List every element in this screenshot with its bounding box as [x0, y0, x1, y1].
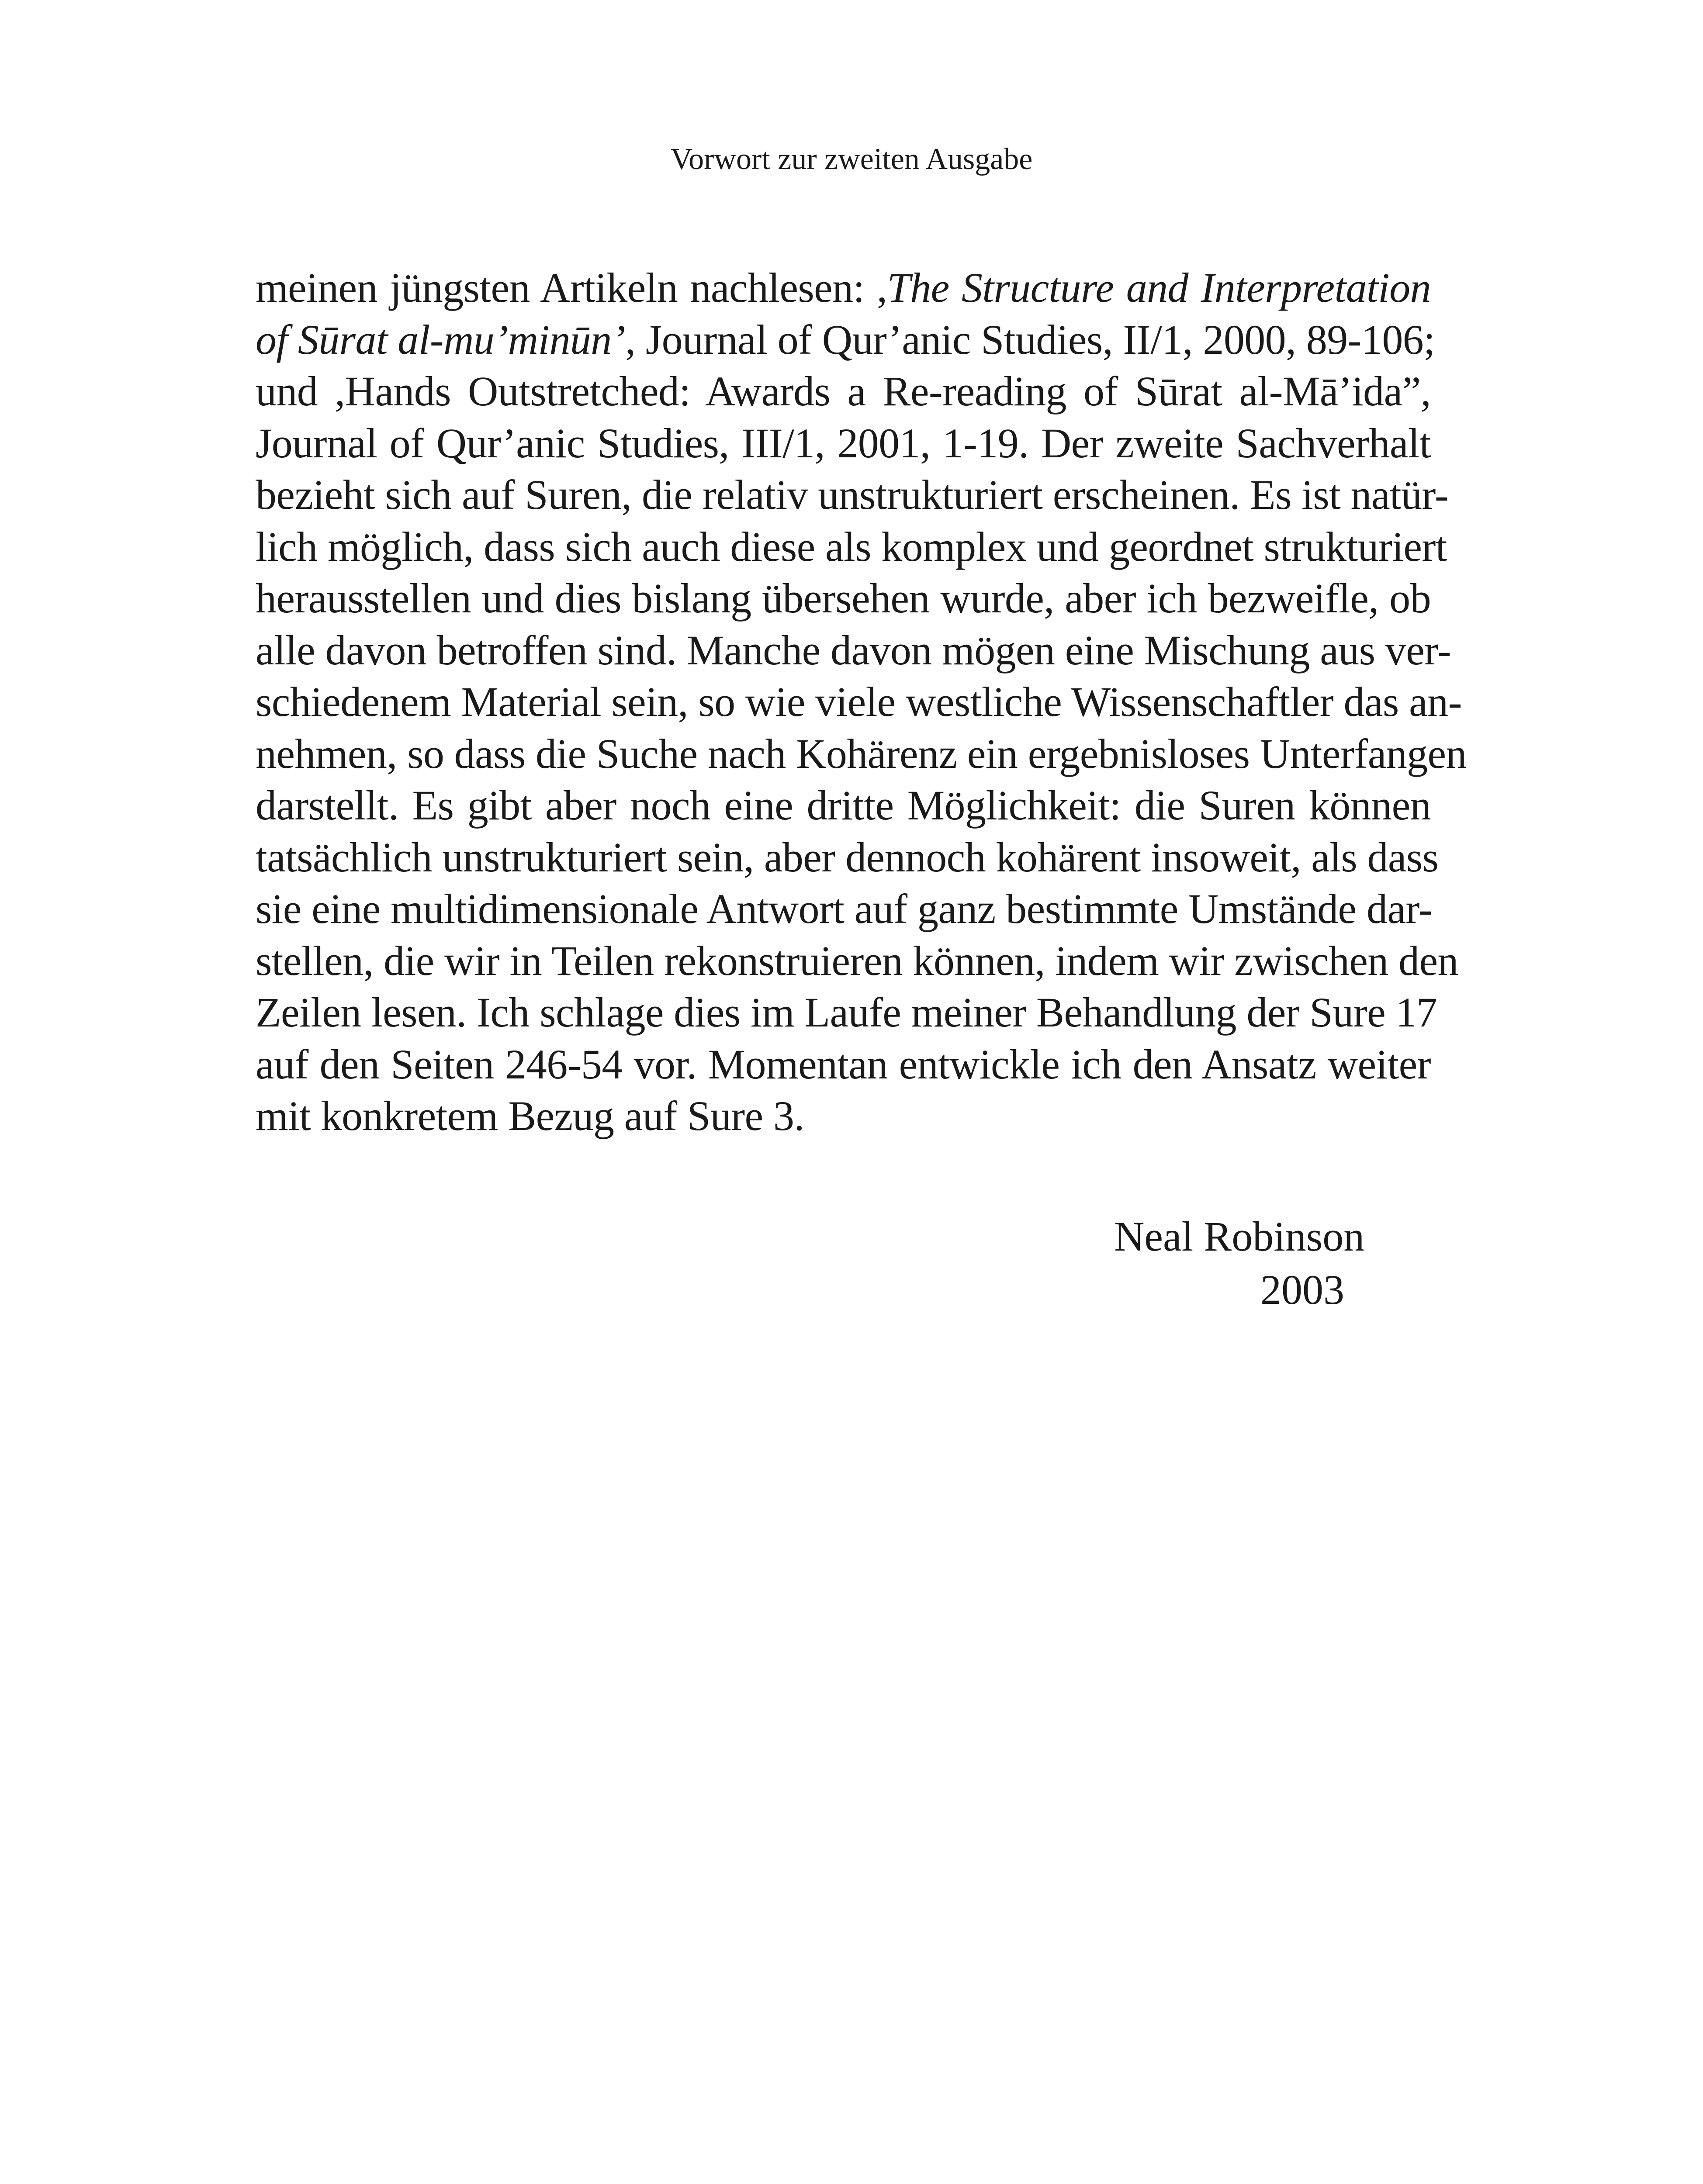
signature-year: 2003	[1260, 1266, 1344, 1313]
text-segment: , Journal of Qur’anic Studies, II/1, 2000, 89-106;	[625, 316, 1435, 363]
text-segment: meinen jüngsten Artikeln nachlesen: ,	[256, 264, 887, 311]
text-segment: herausstellen und dies bislang übersehen wurde, aber ich bezweifle, ob	[256, 575, 1431, 622]
text-line	[256, 883, 1431, 935]
text-segment: sie eine multidimensionale Antwort auf ganz bestimmte Umstände dar-	[256, 885, 1433, 932]
text-line	[256, 418, 1431, 470]
text-line	[256, 1039, 1431, 1091]
text-segment: nehmen, so dass die Suche nach Kohärenz ein ergebnisloses Unterfangen	[256, 730, 1467, 777]
text-segment: schiedenem Material sein, so wie viele westliche Wissenschaftler das an-	[256, 678, 1462, 725]
signature	[1114, 1210, 1472, 1317]
text-segment: auf den Seiten 246-54 vor. Momentan entwickle ich den Ansatz weiter	[256, 1040, 1431, 1088]
italic-title: of Sūrat al-mu’minūn’	[256, 316, 626, 363]
text-line	[256, 1090, 1431, 1142]
text-line	[256, 987, 1437, 1039]
text-line	[256, 728, 1467, 780]
text-line	[256, 366, 1431, 418]
text-line	[256, 469, 1449, 521]
text-line	[256, 780, 1431, 832]
text-segment: Zeilen lesen. Ich schlage dies im Laufe meiner Behandlung der Sure 17	[256, 989, 1437, 1036]
text-line	[256, 262, 1431, 314]
text-segment: alle davon betroffen sind. Manche davon mögen eine Mischung aus ver-	[256, 626, 1451, 674]
text-line	[256, 676, 1462, 728]
author-name: Neal Robinson	[1114, 1213, 1365, 1260]
text-line	[256, 573, 1431, 625]
text-segment: stellen, die wir in Teilen rekonstruieren können, indem wir zwischen den	[256, 937, 1458, 984]
text-segment: mit konkretem Bezug auf Sure 3.	[256, 1092, 804, 1139]
text-line	[256, 832, 1439, 884]
text-line	[256, 935, 1458, 987]
text-line	[256, 314, 1435, 366]
body-paragraph	[256, 262, 1467, 1142]
text-line	[256, 625, 1451, 677]
running-header: Vorwort zur zweiten Ausgabe	[670, 142, 1033, 176]
italic-title: The Structure and Interpretation	[887, 264, 1431, 311]
text-segment: Journal of Qur’anic Studies, III/1, 2001, 1-19. Der zweite Sachverhalt	[256, 419, 1431, 467]
text-segment: tatsächlich unstrukturiert sein, aber dennoch kohärent insoweit, als dass	[256, 833, 1439, 881]
text-segment: lich möglich, dass sich auch diese als komplex und geordnet strukturiert	[256, 523, 1447, 570]
text-segment: bezieht sich auf Suren, die relativ unstrukturiert erscheinen. Es ist natür-	[256, 471, 1449, 518]
text-line	[256, 521, 1447, 573]
text-segment: darstellt. Es gibt aber noch eine dritte Möglichkeit: die Suren können	[256, 782, 1431, 829]
text-segment: und ,Hands Outstretched: Awards a Re-reading of Sūrat al-Mā’ida”,	[256, 368, 1431, 415]
